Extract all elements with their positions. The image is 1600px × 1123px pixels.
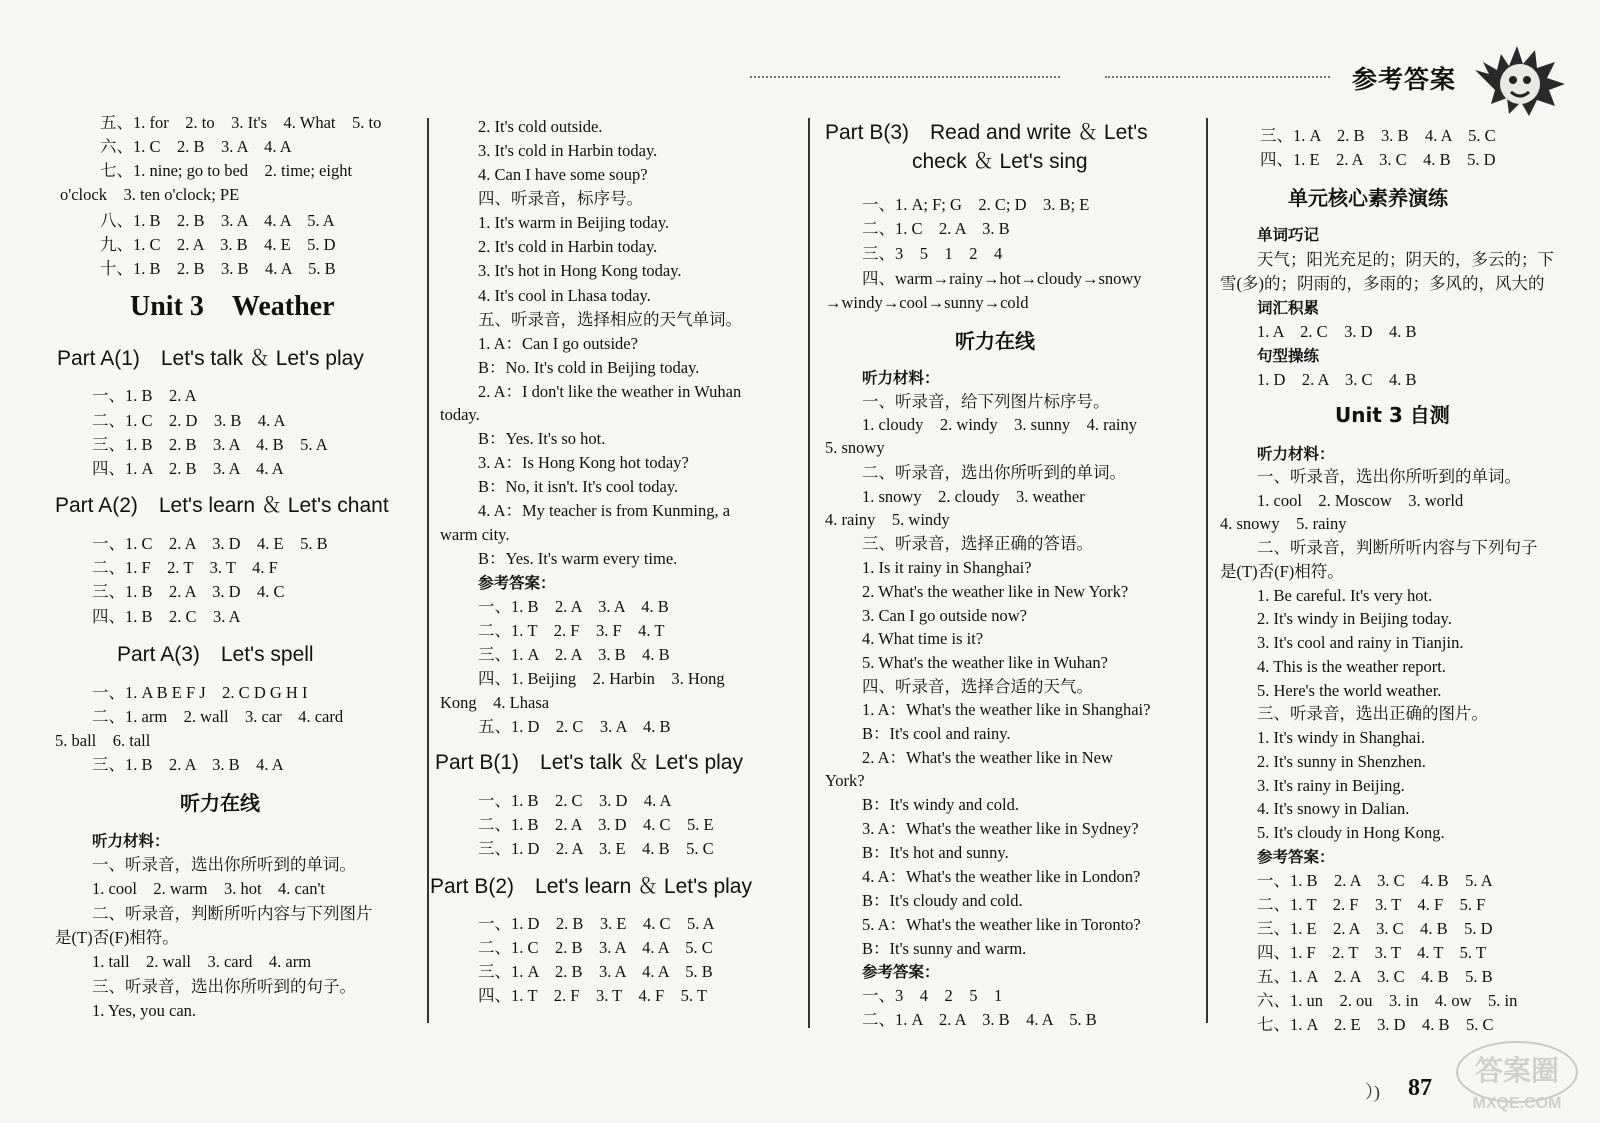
col4-line-31: 三、1. E 2. A 3. C 4. B 5. D [1257,919,1493,938]
col2-line-32: 二、1. C 2. B 3. A 4. A 5. C [478,938,713,957]
col3-line-13: 1. snowy 2. cloudy 3. weather [862,487,1085,506]
col2-line-5: 2. It's cold in Harbin today. [478,237,658,256]
col2-line-9: 1. A：Can I go outside? [478,334,638,353]
col2-line-25: 五、1. D 2. C 3. A 4. B [478,717,671,736]
col2-line-6: 3. It's hot in Hong Kong today. [478,261,682,280]
col4-line-14: 4. snowy 5. rainy [1220,514,1347,533]
col3-line-24: 2. A：What's the weather like in New [862,748,1113,767]
col4-line-33: 五、1. A 2. A 3. C 4. B 5. B [1257,967,1493,986]
col2-line-8: 五、听录音，选择相应的天气单词。 [478,310,742,329]
col4-line-13: 1. cool 2. Moscow 3. world [1257,491,1464,510]
col1-line-30: 三、听录音，选出你所听到的句子。 [92,977,356,996]
col3-line-22: 1. A：What's the weather like in Shanghai? [862,700,1151,719]
col1-line-5: 九、1. C 2. A 3. B 4. E 5. D [100,235,336,254]
col3-line-28: B：It's hot and sunny. [862,843,1009,862]
col3-line-29: 4. A：What's the weather like in London? [862,867,1141,886]
col1-line-19: 一、1. A B E F J 2. C D G H I [92,683,308,702]
col4-line-32: 四、1. F 2. T 3. T 4. T 5. T [1257,943,1486,962]
col1-line-16: 三、1. B 2. A 3. D 4. C [92,582,285,601]
col1-line-22: 三、1. B 2. A 3. B 4. A [92,755,284,774]
col4-line-3: 单词巧记 [1257,226,1320,244]
col4-line-5: 雪(多)的；阴雨的，多雨的；多风的，风大的 [1220,274,1545,293]
col1-line-25: 一、听录音，选出你所听到的单词。 [92,855,356,874]
col1-line-10: 二、1. C 2. D 3. B 4. A [92,411,286,430]
column-divider-2 [808,118,810,1028]
col4-line-34: 六、1. un 2. ou 3. in 4. ow 5. in [1257,991,1518,1010]
col2-line-23: 四、1. Beijing 2. Harbin 3. Hong [478,669,725,688]
watermark-logo-icon [1455,1040,1585,1112]
col1-line-4: 八、1. B 2. B 3. A 4. A 5. A [100,211,335,230]
col1-line-13: Part A(2) Let's learn ＆ Let's chant [55,494,389,517]
col4-line-17: 1. Be careful. It's very hot. [1257,586,1433,605]
col3-line-0: Part B(3) Read and write ＆ Let's [825,121,1148,144]
column-divider-3 [1206,118,1208,1023]
col1-line-15: 二、1. F 2. T 3. T 4. F [92,558,278,577]
col4-line-30: 二、1. T 2. F 3. T 4. F 5. F [1257,895,1486,914]
col4-line-10: Unit 3 自测 [1335,403,1450,427]
col2-line-33: 三、1. A 2. B 3. A 4. A 5. B [478,962,713,981]
col3-line-17: 2. What's the weather like in New York? [862,582,1129,601]
col3-line-32: B：It's sunny and warm. [862,939,1027,958]
col2-line-26: Part B(1) Let's talk ＆ Let's play [435,751,743,774]
col3-line-12: 二、听录音，选出你所听到的单词。 [862,463,1126,482]
col4-line-19: 3. It's cool and rainy in Tianjin. [1257,633,1464,652]
watermark-line2: MXQE.COM [1472,1095,1562,1112]
col3-line-15: 三、听录音，选择正确的答语。 [862,534,1093,553]
col2-line-15: B：No, it isn't. It's cool today. [478,477,679,496]
col2-line-17: warm city. [440,525,510,544]
col3-line-18: 3. Can I go outside now? [862,606,1027,625]
col2-line-27: 一、1. B 2. C 3. D 4. A [478,791,672,810]
col3-line-27: 3. A：What's the weather like in Sydney? [862,819,1139,838]
col3-line-1: check ＆ Let's sing [912,150,1088,173]
page-number: 87 [1408,1075,1432,1101]
col3-line-5: 四、warm→rainy→hot→cloudy→snowy [862,269,1142,288]
col3-line-31: 5. A：What's the weather like in Toronto? [862,915,1141,934]
col3-line-33: 参考答案： [862,963,940,981]
col4-line-4: 天气；阳光充足的；阴天的，多云的；下 [1257,250,1554,269]
col1-line-0: 五、1. for 2. to 3. It's 4. What 5. to [100,113,382,132]
col3-line-6: →windy→cool→sunny→cold [825,293,1029,312]
col1-line-27: 二、听录音，判断所听内容与下列图片 [92,904,373,923]
col1-line-29: 1. tall 2. wall 3. card 4. arm [92,952,312,971]
col2-line-24: Kong 4. Lhasa [440,693,550,712]
col4-line-35: 七、1. A 2. E 3. D 4. B 5. C [1257,1015,1494,1034]
col4-line-2: 单元核心素养演练 [1288,186,1448,210]
col1-line-8: Part A(1) Let's talk ＆ Let's play [57,347,364,370]
col3-line-2: 一、1. A; F; G 2. C; D 3. B; E [862,195,1090,214]
col4-line-1: 四、1. E 2. A 3. C 4. B 5. D [1260,150,1496,169]
col3-line-7: 听力在线 [955,329,1035,353]
col2-line-19: 参考答案： [478,574,556,592]
col1-line-3: o'clock 3. ten o'clock; PE [60,185,240,204]
col2-line-11: 2. A：I don't like the weather in Wuhan [478,382,742,401]
col1-line-17: 四、1. B 2. C 3. A [92,607,241,626]
col2-line-16: 4. A：My teacher is from Kunming, a [478,501,731,520]
col4-line-16: 是(T)否(F)相符。 [1220,562,1344,581]
col4-line-27: 5. It's cloudy in Hong Kong. [1257,823,1445,842]
col3-line-25: York? [825,771,865,790]
col2-line-4: 1. It's warm in Beijing today. [478,213,670,232]
watermark-line1: 答案圈 [1474,1054,1560,1087]
col4-line-29: 一、1. B 2. A 3. C 4. B 5. A [1257,871,1493,890]
col2-line-14: 3. A：Is Hong Kong hot today? [478,453,689,472]
col4-line-7: 1. A 2. C 3. D 4. B [1257,322,1417,341]
col4-line-11: 听力材料： [1257,445,1335,463]
page-header-title: 参考答案 [1352,65,1457,94]
col2-line-10: B：No. It's cold in Beijing today. [478,358,700,377]
col4-line-0: 三、1. A 2. B 3. B 4. A 5. C [1260,126,1496,145]
col3-line-30: B：It's cloudy and cold. [862,891,1023,910]
col1-line-14: 一、1. C 2. A 3. D 4. E 5. B [92,534,328,553]
col1-line-11: 三、1. B 2. B 3. A 4. B 5. A [92,435,328,454]
col2-line-22: 三、1. A 2. A 3. B 4. B [478,645,670,664]
col4-line-24: 2. It's sunny in Shenzhen. [1257,752,1426,771]
col2-line-12: today. [440,405,480,424]
col1-line-28: 是(T)否(F)相符。 [55,928,179,947]
col2-line-1: 3. It's cold in Harbin today. [478,141,658,160]
header-rule-left [750,76,1060,78]
col4-line-6: 词汇积累 [1257,299,1320,317]
col2-line-13: B：Yes. It's so hot. [478,429,606,448]
col3-line-34: 一、3 4 2 5 1 [862,986,1003,1005]
col1-line-1: 六、1. C 2. B 3. A 4. A [100,137,292,156]
col3-line-3: 二、1. C 2. A 3. B [862,219,1010,238]
col4-line-22: 三、听录音，选出正确的图片。 [1257,704,1488,723]
col2-line-21: 二、1. T 2. F 3. F 4. T [478,621,665,640]
col1-line-23: 听力在线 [180,791,260,815]
col1-line-9: 一、1. B 2. A [92,386,197,405]
col3-line-8: 听力材料： [862,369,940,387]
col2-line-0: 2. It's cold outside. [478,117,603,136]
col1-line-6: 十、1. B 2. B 3. B 4. A 5. B [100,259,336,278]
col4-line-21: 5. Here's the world weather. [1257,681,1442,700]
header-rule-right [1105,76,1330,78]
col2-line-34: 四、1. T 2. F 3. T 4. F 5. T [478,986,707,1005]
column-divider-1 [427,118,429,1023]
col3-line-23: B：It's cool and rainy. [862,724,1011,743]
col4-line-25: 3. It's rainy in Beijing. [1257,776,1405,795]
col3-line-35: 二、1. A 2. A 3. B 4. A 5. B [862,1010,1097,1029]
col4-line-28: 参考答案： [1257,848,1335,866]
col3-line-19: 4. What time is it? [862,629,984,648]
col3-line-11: 5. snowy [825,438,885,457]
col2-line-7: 4. It's cool in Lhasa today. [478,286,651,305]
col1-line-20: 二、1. arm 2. wall 3. car 4. card [92,707,344,726]
col3-line-4: 三、3 5 1 2 4 [862,244,1003,263]
col1-line-21: 5. ball 6. tall [55,731,151,750]
col3-line-16: 1. Is it rainy in Shanghai? [862,558,1032,577]
col3-line-14: 4. rainy 5. windy [825,510,950,529]
col1-line-24: 听力材料： [92,832,170,850]
col4-line-12: 一、听录音，选出你所听到的单词。 [1257,467,1521,486]
col4-line-26: 4. It's snowy in Dalian. [1257,799,1410,818]
col2-line-3: 四、听录音，标序号。 [478,189,643,208]
col4-line-18: 2. It's windy in Beijing today. [1257,609,1452,628]
col1-line-2: 七、1. nine; go to bed 2. time; eight [100,161,353,180]
mascot-icon [1475,40,1565,120]
col1-line-12: 四、1. A 2. B 3. A 4. A [92,459,284,478]
col4-line-15: 二、听录音，判断所听内容与下列句子 [1257,538,1538,557]
col3-line-10: 1. cloudy 2. windy 3. sunny 4. rainy [862,415,1137,434]
col3-line-9: 一、听录音，给下列图片标序号。 [862,392,1110,411]
col2-line-20: 一、1. B 2. A 3. A 4. B [478,597,669,616]
col3-line-21: 四、听录音，选择合适的天气。 [862,677,1093,696]
col4-line-8: 句型操练 [1257,347,1320,365]
col1-line-31: 1. Yes, you can. [92,1001,197,1020]
col4-line-20: 4. This is the weather report. [1257,657,1446,676]
col3-line-20: 5. What's the weather like in Wuhan? [862,653,1108,672]
col2-line-30: Part B(2) Let's learn ＆ Let's play [430,875,752,898]
col2-line-2: 4. Can I have some soup? [478,165,648,184]
col1-line-26: 1. cool 2. warm 3. hot 4. can't [92,879,326,898]
col1-line-18: Part A(3) Let's spell [117,643,314,666]
col2-line-29: 三、1. D 2. A 3. E 4. B 5. C [478,839,714,858]
col2-line-31: 一、1. D 2. B 3. E 4. C 5. A [478,914,715,933]
col2-line-28: 二、1. B 2. A 3. D 4. C 5. E [478,815,714,834]
col4-line-9: 1. D 2. A 3. C 4. B [1257,370,1417,389]
col4-line-23: 1. It's windy in Shanghai. [1257,728,1425,747]
col3-line-26: B：It's windy and cold. [862,795,1019,814]
col2-line-18: B：Yes. It's warm every time. [478,549,678,568]
col1-line-7: Unit 3 Weather [130,291,335,322]
corner-marks: ）) [1365,1082,1380,1102]
